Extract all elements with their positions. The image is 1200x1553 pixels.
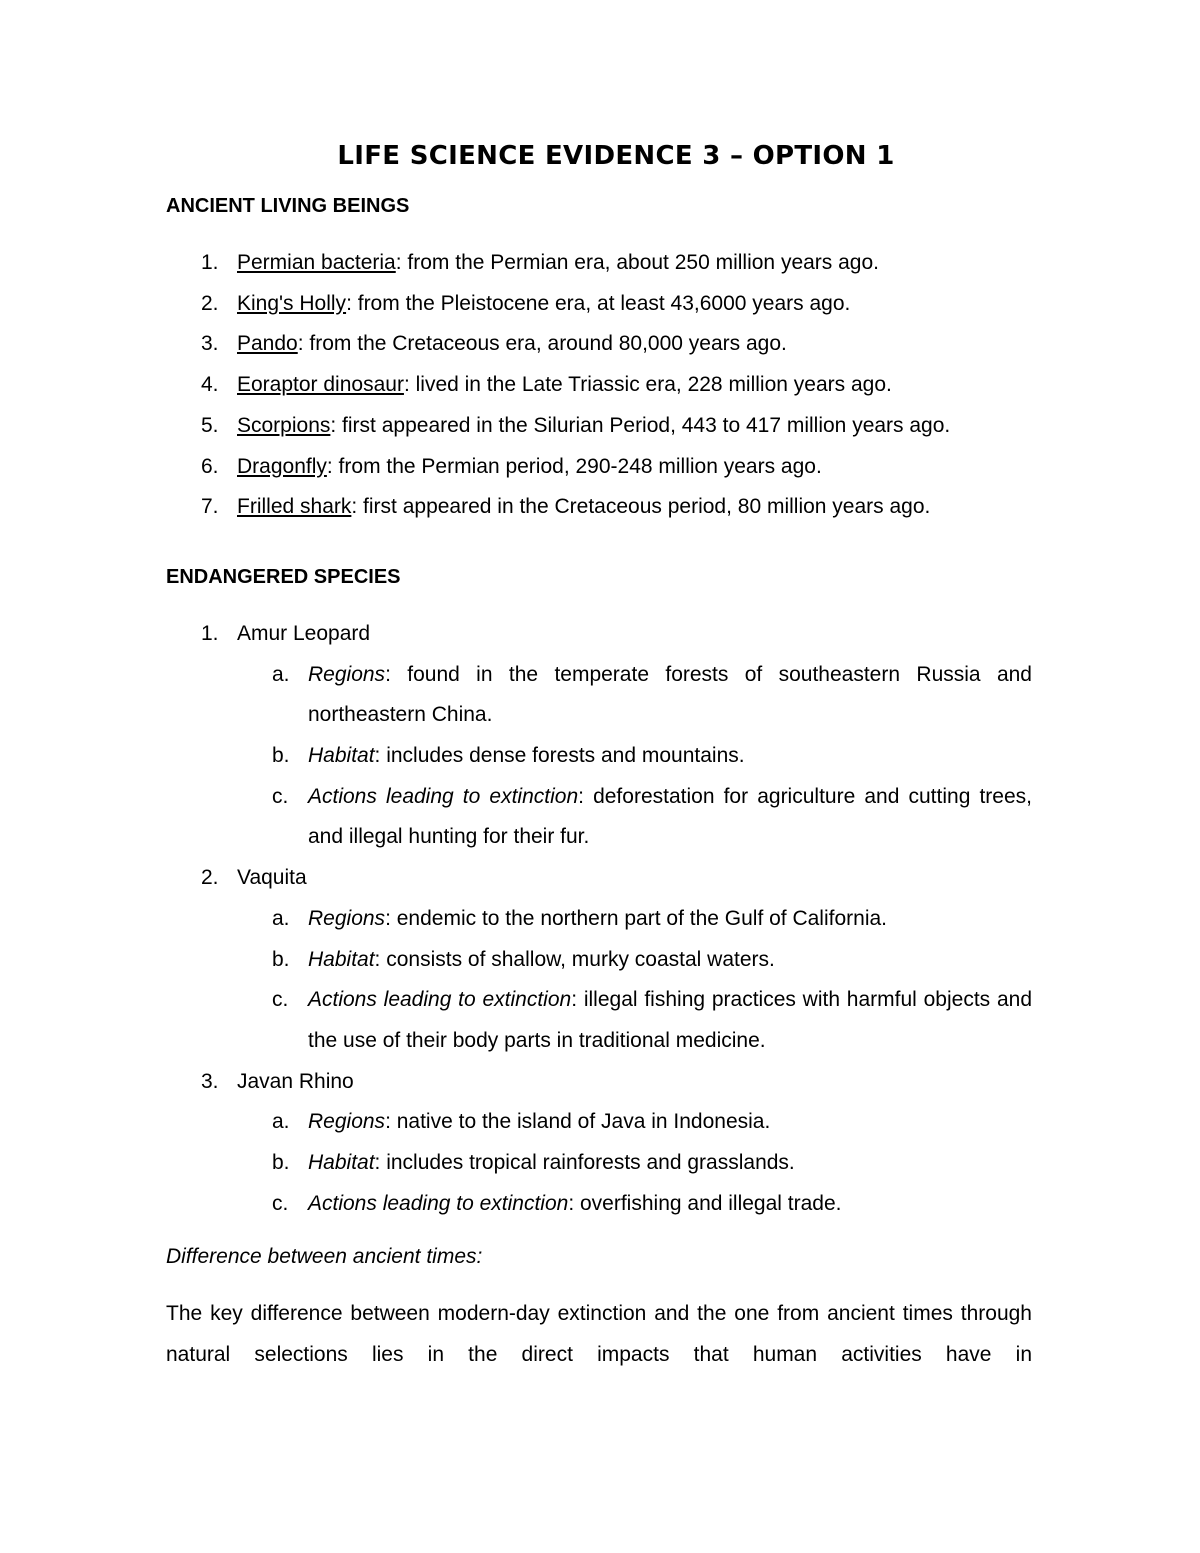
- detail-letter: c.: [272, 784, 289, 808]
- item-term: Permian bacteria: [237, 251, 396, 274]
- detail-text: : includes dense forests and mountains.: [374, 744, 745, 768]
- detail-item: [166, 736, 1032, 777]
- detail-label: Regions: [308, 662, 386, 686]
- detail-label: Actions leading to extinction: [308, 988, 572, 1012]
- detail-item: [166, 1102, 1032, 1143]
- detail-letter: b.: [272, 1151, 290, 1175]
- detail-label: Regions: [308, 906, 386, 930]
- detail-text: : endemic to the northern part of the Gulf of California.: [385, 906, 888, 930]
- detail-label: Actions leading to extinction: [308, 784, 579, 808]
- item-text: : first appeared in the Silurian Period, 443 to 417 million years ago.: [330, 413, 951, 437]
- section-heading-ancient: ANCIENT LIVING BEINGS: [166, 195, 410, 217]
- endangered-species-list: [166, 614, 1032, 1225]
- species-name: Amur Leopard: [237, 621, 371, 645]
- detail-item: [166, 940, 1032, 981]
- difference-paragraph: The key difference between modern-day extinction and the one from ancient times through natural selections lies in the direct impacts that human activities have in: [166, 1302, 1032, 1367]
- detail-label: Habitat: [308, 947, 375, 971]
- detail-item: [166, 1184, 1032, 1225]
- item-number: 2.: [201, 291, 219, 315]
- detail-item: [166, 980, 1032, 1061]
- list-item: [166, 447, 1032, 488]
- item-number: 3.: [201, 1069, 219, 1093]
- species-name: Vaquita: [237, 866, 307, 890]
- list-item: [166, 365, 1032, 406]
- species-detail-list: [166, 899, 1032, 1062]
- item-number: 7.: [201, 495, 219, 519]
- item-number: 5.: [201, 413, 219, 437]
- item-term: King's Holly: [237, 291, 347, 315]
- detail-text: : found in the temperate forests of southeastern Russia and northeastern China.: [308, 662, 1032, 727]
- document-title: LIFE SCIENCE EVIDENCE 3 – OPTION 1: [337, 141, 895, 171]
- detail-letter: a.: [272, 906, 290, 930]
- species-details: [166, 899, 1032, 1062]
- item-number: 2.: [201, 866, 219, 890]
- detail-label: Habitat: [308, 1151, 375, 1175]
- item-term: Eoraptor dinosaur: [237, 373, 404, 397]
- detail-letter: c.: [272, 988, 289, 1012]
- list-item: [166, 487, 1032, 528]
- detail-item: [166, 777, 1032, 858]
- detail-label: Actions leading to extinction: [308, 1191, 569, 1215]
- item-text: : first appeared in the Cretaceous period, 80 million years ago.: [351, 495, 931, 519]
- species-item-vaquita: [166, 858, 1032, 899]
- item-number: 4.: [201, 373, 219, 397]
- detail-item: [166, 899, 1032, 940]
- detail-text: : includes tropical rainforests and grasslands.: [374, 1151, 795, 1175]
- detail-letter: c.: [272, 1191, 289, 1215]
- item-text: : from the Permian era, about 250 million years ago.: [395, 251, 879, 274]
- item-number: 6.: [201, 454, 219, 478]
- item-term: Frilled shark: [237, 495, 352, 519]
- detail-letter: b.: [272, 744, 290, 768]
- species-detail-list: [166, 1102, 1032, 1224]
- item-term: Scorpions: [237, 413, 331, 437]
- detail-text: : deforestation for agriculture and cutting trees, and illegal hunting for their fur.: [308, 784, 1032, 849]
- species-detail-list: [166, 655, 1032, 859]
- species-item-javan-rhino: [166, 1062, 1032, 1103]
- list-item: [166, 243, 1032, 284]
- detail-letter: a.: [272, 662, 290, 686]
- list-item: [166, 324, 1032, 365]
- item-text: : from the Cretaceous era, around 80,000 years ago.: [297, 332, 787, 356]
- species-item-amur-leopard: [166, 614, 1032, 655]
- difference-heading: Difference between ancient times:: [166, 1245, 483, 1269]
- item-text: : from the Permian period, 290-248 million years ago.: [326, 454, 822, 478]
- item-term: Dragonfly: [237, 454, 327, 478]
- detail-letter: b.: [272, 947, 290, 971]
- species-name: Javan Rhino: [237, 1069, 354, 1093]
- detail-text: : overfishing and illegal trade.: [568, 1191, 842, 1215]
- list-item: [166, 406, 1032, 447]
- species-details: [166, 655, 1032, 859]
- item-number: 1.: [201, 251, 219, 274]
- section-heading-endangered: ENDANGERED SPECIES: [166, 565, 401, 588]
- detail-label: Habitat: [308, 744, 375, 768]
- item-number: 1.: [201, 621, 219, 645]
- item-number: 3.: [201, 332, 219, 356]
- detail-text: : illegal fishing practices with harmful objects and the use of their body parts in traditional medicine.: [308, 988, 1032, 1052]
- list-item: [166, 284, 1032, 325]
- detail-text: : consists of shallow, murky coastal waters.: [374, 947, 775, 971]
- detail-item: [166, 655, 1032, 736]
- item-term: Pando: [237, 332, 298, 356]
- species-details: [166, 1102, 1032, 1224]
- detail-text: : native to the island of Java in Indonesia.: [385, 1110, 771, 1134]
- detail-letter: a.: [272, 1110, 290, 1134]
- ancient-beings-list: [166, 243, 1032, 528]
- detail-label: Regions: [308, 1110, 386, 1134]
- detail-item: [166, 1143, 1032, 1184]
- item-text: : lived in the Late Triassic era, 228 million years ago.: [403, 373, 892, 397]
- item-text: : from the Pleistocene era, at least 43,6000 years ago.: [346, 291, 851, 315]
- document-page: [166, 136, 1032, 1376]
